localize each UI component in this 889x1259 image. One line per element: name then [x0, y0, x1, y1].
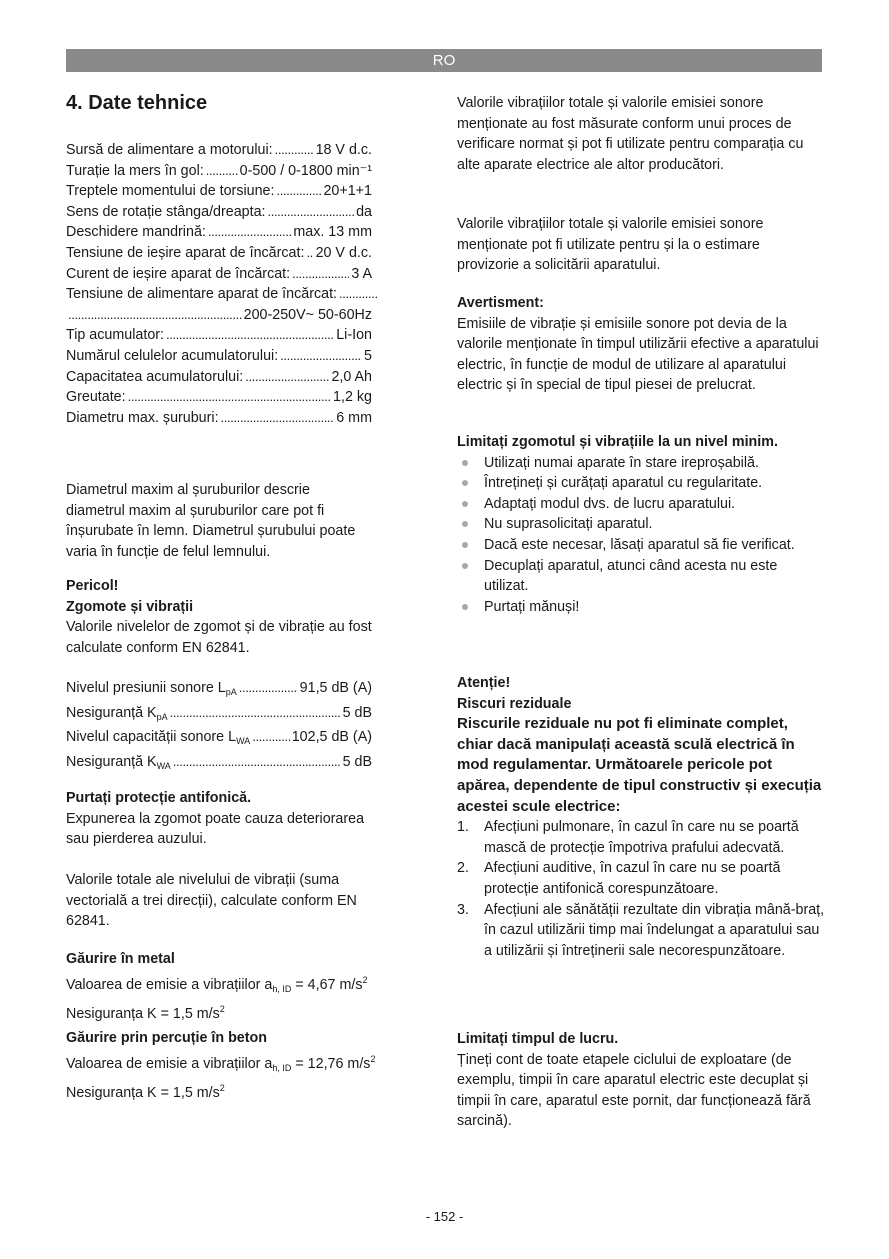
worktime-heading: Limitați timpul de lucru.: [457, 1031, 619, 1047]
spec-row: Treptele momentului de torsiune: . . . 20+1+1: [66, 181, 372, 202]
spec-row: Tip acumulator: . . . Li-Ion: [66, 325, 372, 346]
metal-section: [66, 949, 386, 1025]
bullet-icon: [462, 521, 468, 527]
list-item: Utilizați numai aparate în stare ireproșabilă.: [457, 453, 822, 474]
noise-spec-row: Nesiguranță $K_{pA}$ . . . 5 dB: [66, 703, 372, 728]
residual-list: [457, 817, 825, 961]
list-item: Adaptați modul dvs. de lucru aparatului.: [457, 494, 822, 515]
spec-row: Diametru max. șuruburi: . . . 6 mm: [66, 408, 372, 429]
noise-specs: [66, 678, 372, 776]
spec-row: Curent de ieșire aparat de încărcat: . . . 3 A: [66, 264, 372, 285]
metal-uncertainty: Nesiguranța K = 1,5 $m/s^2$: [66, 1004, 225, 1023]
limit-heading: Limitați zgomotul și vibrațiile la un nivel minim.: [457, 434, 778, 450]
noise-text: Valorile nivelelor de zgomot și de vibrație au fost calculate conform EN 62841.: [66, 619, 372, 656]
concrete-section: [66, 1028, 386, 1104]
noise-section: [66, 576, 372, 658]
language-bar: [66, 49, 822, 72]
residual-section: [457, 673, 825, 961]
screw-note: Diametrul maxim al șuruburilor descrie diametrul maxim al șuruburilor care pot fi înșurubate în lemn. Diametrul șurubului poate varia în funcție de felul lemnului.: [66, 482, 356, 560]
list-item: 2. Afecțiuni auditive, în cazul în care nu se poartă protecție antifonică corespunzătoare.: [457, 860, 781, 897]
limit-list: [457, 453, 822, 618]
list-item: 3. Afecțiuni ale sănătății rezultate din vibrația mână-braț, în cazul utilizării timp mai îndelungat a aparatului sau a utilizării și întreținerii sale necorespunzătoare.: [457, 901, 825, 959]
concrete-vibration: Valoarea de emisie a vibrațiilor $a_{h, ID} = 12,76$ $m/s^2$: [66, 1053, 376, 1073]
metal-heading: Găurire în metal: [66, 951, 175, 967]
list-item: Dacă este necesar, lăsați aparatul să fie verificat.: [457, 535, 822, 556]
warning-text: Emisiile de vibrație și emisiile sonore pot devia de la valorile menționate în timpul utilizării efective a aparatului electric, în funcție de modul de utilizare al aparatului electric și în special de tipul piesei de prelucrat.: [457, 315, 819, 394]
bullet-icon: [462, 604, 468, 610]
bullet-icon: [462, 563, 468, 569]
residual-heading: Riscuri reziduale: [457, 695, 572, 712]
language-label: RO: [432, 52, 456, 69]
spec-row: Greutate: . . . 1,2 kg: [66, 387, 372, 408]
warning-section: [457, 293, 822, 396]
spec-row: Sens de rotație stânga/dreapta: . . . da: [66, 202, 372, 223]
concrete-heading: Găurire prin percuție în beton: [66, 1030, 267, 1046]
residual-intro: Riscurile reziduale nu pot fi eliminate complet, chiar dacă manipulați această sculă electrică în mod regulamentar. Următoarele pericole pot apărea, dependente de tipul constructiv și execuția acestei scule electrice:: [457, 715, 822, 815]
worktime-section: [457, 1029, 825, 1132]
section-title: 4. Date tehnice: [66, 92, 208, 114]
noise-spec-row: Nivelul capacității sonore $L_{WA}$ . . . 102,5 dB (A): [66, 727, 372, 752]
spec-row: Turație la mers în gol: . . . 0-500 / 0-1800 min⁻¹: [66, 161, 372, 182]
vibration-text: Valorile totale ale nivelului de vibrații (suma vectorială a trei direcții), calculate conform EN 62841.: [66, 872, 357, 930]
spec-row: Numărul celulelor acumulatorului: . . . 5: [66, 346, 372, 367]
emission-paragraph-1: Valorile vibrațiilor totale și valorile emisiei sonore menționate au fost măsurate conform unui proces de verificare normat și pot fi utilizate pentru comparația cu alte aparate electrice ale altor producători.: [457, 95, 804, 173]
spec-row: Sursă de alimentare a motorului: . . . 18 V d.c.: [66, 140, 372, 161]
bullet-icon: [462, 501, 468, 507]
specs-table: [66, 140, 372, 428]
metal-vibration: Valoarea de emisie a vibrațiilor $a_{h, ID} = 4,67$ $m/s^2$: [66, 974, 368, 994]
page-number: - 152 -: [425, 1209, 464, 1224]
attention-heading: Atenție!: [457, 675, 511, 691]
hearing-heading: Purtați protecție antifonică.: [66, 790, 252, 806]
worktime-text: Țineți cont de toate etapele ciclului de exploatare (de exemplu, timpii în care aparatul electric este decuplat și timpii în care, aparatul este pornit, dar funcționează fără sarcină).: [457, 1051, 811, 1130]
bullet-icon: [462, 460, 468, 466]
spec-row: Tensiune de ieșire aparat de încărcat: . . . 20 V d.c.: [66, 243, 372, 264]
noise-spec-row: Nivelul presiunii sonore $L_{pA}$ . . . 91,5 dB (A): [66, 678, 372, 703]
list-item: Întrețineți și curățați aparatul cu regularitate.: [457, 473, 822, 494]
bullet-icon: [462, 542, 468, 548]
noise-heading: Zgomote și vibrații: [66, 598, 194, 615]
list-item: Decuplați aparatul, atunci când acesta nu este utilizat.: [457, 556, 822, 597]
spec-row: Tensiune de alimentare aparat de încărcat: . . .: [66, 284, 372, 305]
list-item: Purtați mănuși!: [457, 597, 822, 618]
noise-spec-row: Nesiguranță $K_{WA}$ . . . 5 dB: [66, 752, 372, 777]
spec-row: Deschidere mandrină: . . . max. 13 mm: [66, 222, 372, 243]
danger-heading: Pericol!: [66, 578, 119, 594]
warning-heading: Avertisment:: [457, 295, 544, 311]
hearing-section: [66, 788, 372, 850]
spec-row: . . . 200-250V~ 50-60Hz: [66, 305, 372, 326]
bullet-icon: [462, 480, 468, 486]
concrete-uncertainty: Nesiguranța K = 1,5 $m/s^2$: [66, 1083, 225, 1102]
list-item: 1. Afecțiuni pulmonare, în cazul în care nu se poartă mască de protecție împotriva prafului adecvată.: [457, 819, 799, 856]
hearing-text: Expunerea la zgomot poate cauza deteriorarea sau pierderea auzului.: [66, 810, 365, 848]
emission-paragraph-2: Valorile vibrațiilor totale și valorile emisiei sonore menționate pot fi utilizate pentru și la o estimare provizorie a solicitării aparatului.: [457, 216, 764, 274]
limit-section: [457, 432, 822, 617]
spec-row: Capacitatea acumulatorului: . . . 2,0 Ah: [66, 367, 372, 388]
list-item: Nu suprasolicitați aparatul.: [457, 514, 822, 535]
